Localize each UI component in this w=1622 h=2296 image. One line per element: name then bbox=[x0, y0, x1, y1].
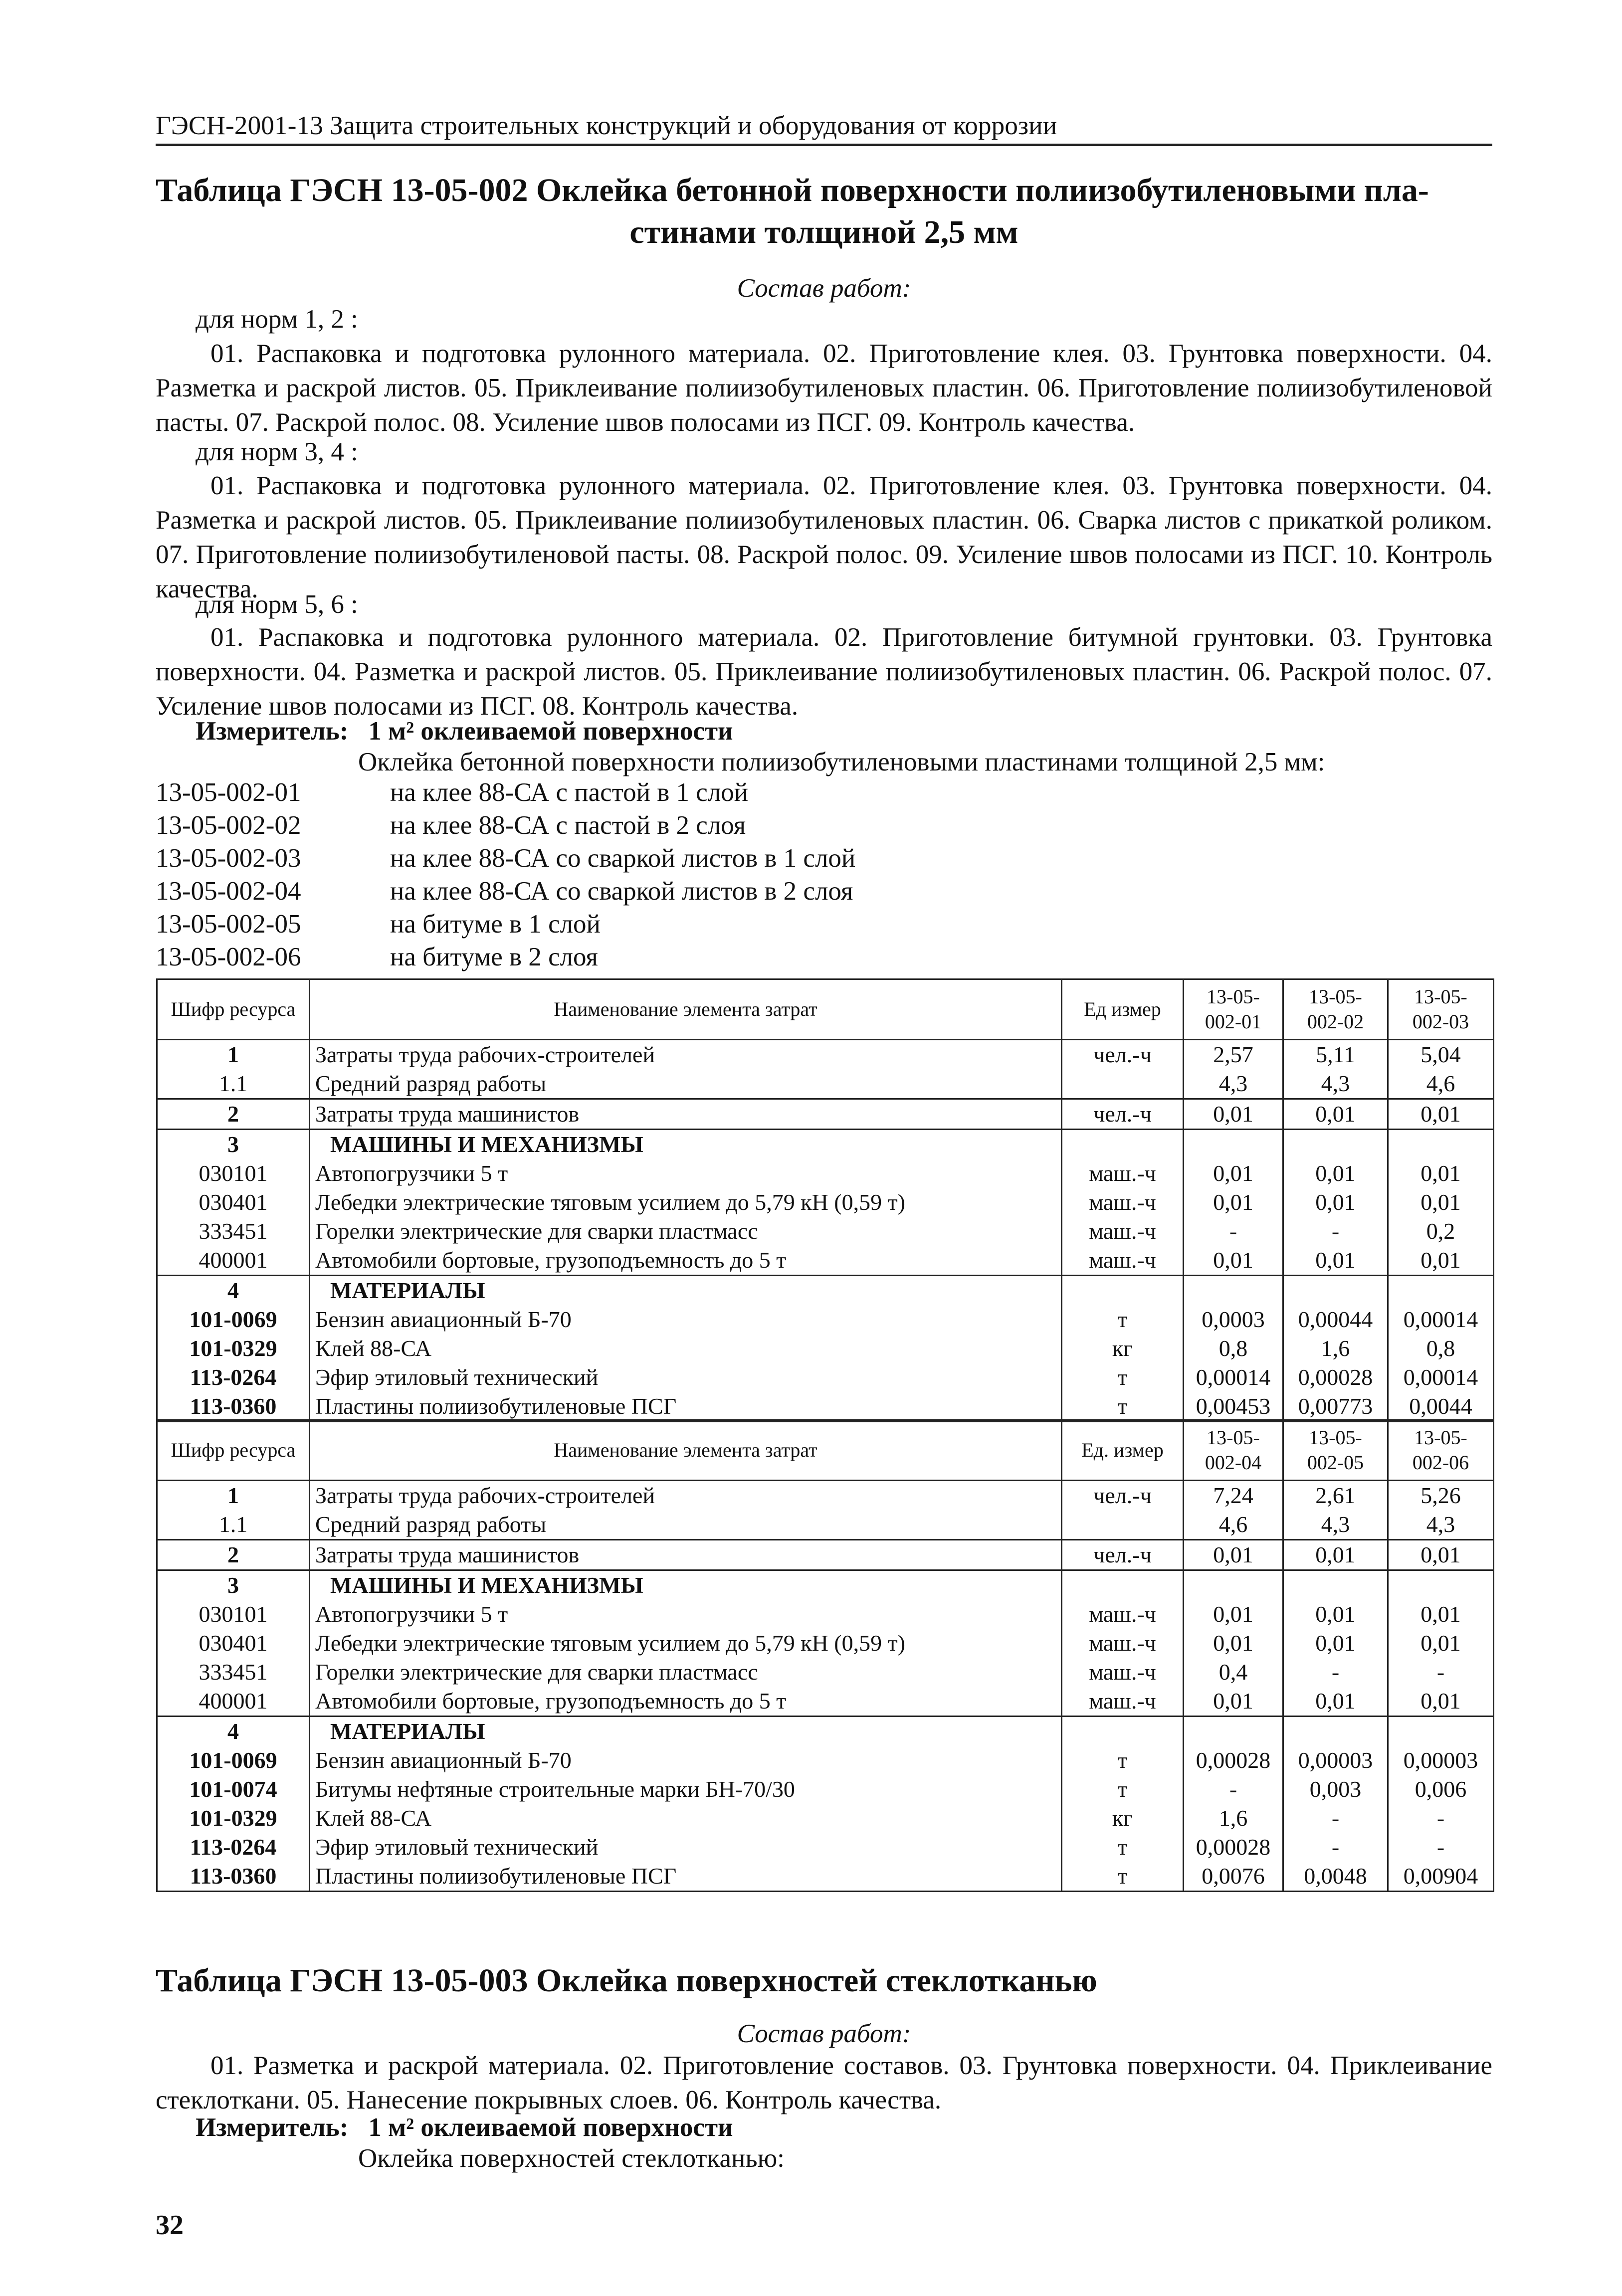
unit-cell: т bbox=[1062, 1833, 1184, 1862]
norms-intro: Оклейка бетонной поверхности полиизобутиленовыми пластинами толщиной 2,5 мм: bbox=[358, 748, 1325, 776]
resource-name-cell: Бензин авиационный Б-70 bbox=[310, 1305, 1062, 1334]
resource-name-cell: Автопогрузчики 5 т bbox=[310, 1600, 1062, 1629]
group-label-3: для норм 5, 6 : bbox=[196, 590, 358, 619]
unit-cell: маш.-ч bbox=[1062, 1600, 1184, 1629]
group-text-3: 01. Распаковка и подготовка рулонного материала. 02. Приготовление битумной грунтовки. 03. Грунтовка поверхности. 04. Разметка и раскрой листов. 05. Приклеивание полиизобутиленовых пластин. 06. Раскрой полос. 07. Усиление швов полосами из ПСГ. 08. Контроль качества. bbox=[156, 623, 1492, 721]
table2-intro: Оклейка поверхностей стеклотканью: bbox=[358, 2144, 785, 2173]
value-cell: 0,0048 bbox=[1283, 1862, 1388, 1892]
resource-name-cell: МАШИНЫ И МЕХАНИЗМЫ bbox=[310, 1130, 1062, 1159]
unit-cell: чел.-ч bbox=[1062, 1540, 1184, 1570]
resource-code-cell: 333451 bbox=[157, 1658, 310, 1687]
resource-name-cell: Пластины полиизобутиленовые ПСГ bbox=[310, 1392, 1062, 1422]
resource-code-cell: 4 bbox=[157, 1276, 310, 1306]
value-cell: 0,00014 bbox=[1388, 1363, 1494, 1392]
resource-code-cell: 113-0360 bbox=[157, 1862, 310, 1892]
value-cell: 0,01 bbox=[1283, 1540, 1388, 1570]
table-row bbox=[157, 1687, 1494, 1717]
unit-cell bbox=[1062, 1069, 1184, 1099]
value-cell bbox=[1388, 1717, 1494, 1746]
title-line-2: стинами толщиной 2,5 мм bbox=[629, 214, 1018, 250]
resource-code-cell: 1.1 bbox=[157, 1510, 310, 1540]
unit-cell bbox=[1062, 1130, 1184, 1159]
value-cell: - bbox=[1388, 1804, 1494, 1833]
value-cell: 0,8 bbox=[1388, 1334, 1494, 1363]
value-cell bbox=[1184, 1130, 1283, 1159]
value-cell: 0,00044 bbox=[1283, 1305, 1388, 1334]
table-row bbox=[157, 1276, 1494, 1306]
table-row bbox=[157, 1363, 1494, 1392]
meter-unit: 1 м² оклеиваемой поверхности bbox=[368, 717, 733, 746]
value-cell: 0,00773 bbox=[1283, 1392, 1388, 1422]
resource-code-cell: 101-0069 bbox=[157, 1305, 310, 1334]
table-row bbox=[157, 1040, 1494, 1070]
value-cell: 0,006 bbox=[1388, 1775, 1494, 1804]
value-cell: 0,4 bbox=[1184, 1658, 1283, 1687]
value-cell: 0,01 bbox=[1184, 1629, 1283, 1658]
table-row bbox=[157, 1217, 1494, 1246]
value-cell: 0,00028 bbox=[1184, 1833, 1283, 1862]
unit-cell: маш.-ч bbox=[1062, 1658, 1184, 1687]
header-norm-4: 13-05- 002-04 bbox=[1184, 1420, 1283, 1481]
value-cell bbox=[1184, 1276, 1283, 1306]
table-row bbox=[157, 1069, 1494, 1099]
norm-row: 13-05-002-05 на битуме в 1 слой bbox=[156, 910, 601, 939]
unit-cell: маш.-ч bbox=[1062, 1217, 1184, 1246]
norm-row: 13-05-002-03 на клее 88-СА со сваркой листов в 1 слой bbox=[156, 844, 856, 873]
norm-row: 13-05-002-01 на клее 88-СА с пастой в 1 слой bbox=[156, 778, 749, 807]
resource-code-cell: 101-0074 bbox=[157, 1775, 310, 1804]
value-cell: 4,6 bbox=[1388, 1069, 1494, 1099]
value-cell bbox=[1184, 1717, 1283, 1746]
unit-cell: т bbox=[1062, 1363, 1184, 1392]
resource-code-cell: 1 bbox=[157, 1481, 310, 1511]
table-row bbox=[157, 1629, 1494, 1658]
value-cell: 0,8 bbox=[1184, 1334, 1283, 1363]
unit-cell: т bbox=[1062, 1392, 1184, 1422]
value-cell: 4,3 bbox=[1184, 1069, 1283, 1099]
value-cell: 0,01 bbox=[1184, 1600, 1283, 1629]
table-row bbox=[157, 1600, 1494, 1629]
value-cell: 0,01 bbox=[1388, 1540, 1494, 1570]
header-code: Шифр ресурса bbox=[157, 1420, 310, 1481]
header-unit: Ед. измер bbox=[1062, 1420, 1184, 1481]
value-cell: 1,6 bbox=[1184, 1804, 1283, 1833]
value-cell: - bbox=[1283, 1217, 1388, 1246]
unit-cell bbox=[1062, 1717, 1184, 1746]
table-row bbox=[157, 1775, 1494, 1804]
header-norm-6: 13-05- 002-06 bbox=[1388, 1420, 1494, 1481]
table-row bbox=[157, 1481, 1494, 1511]
unit-cell: кг bbox=[1062, 1804, 1184, 1833]
resource-code-cell: 333451 bbox=[157, 1217, 310, 1246]
value-cell: 0,01 bbox=[1184, 1246, 1283, 1276]
value-cell: 0,01 bbox=[1184, 1540, 1283, 1570]
resource-name-cell: Эфир этиловый технический bbox=[310, 1833, 1062, 1862]
unit-cell: маш.-ч bbox=[1062, 1188, 1184, 1217]
resource-code-cell: 030401 bbox=[157, 1629, 310, 1658]
value-cell: 0,00453 bbox=[1184, 1392, 1283, 1422]
value-cell bbox=[1283, 1717, 1388, 1746]
header-rule bbox=[156, 144, 1492, 146]
value-cell bbox=[1388, 1570, 1494, 1600]
value-cell bbox=[1184, 1570, 1283, 1600]
header-norm-2: 13-05- 002-02 bbox=[1283, 979, 1388, 1040]
table-header-row bbox=[157, 979, 1494, 1040]
unit-cell: чел.-ч bbox=[1062, 1040, 1184, 1070]
resource-code-cell: 030101 bbox=[157, 1600, 310, 1629]
value-cell: 0,2 bbox=[1388, 1217, 1494, 1246]
unit-cell: маш.-ч bbox=[1062, 1629, 1184, 1658]
resource-code-cell: 400001 bbox=[157, 1246, 310, 1276]
resource-name-cell: МАТЕРИАЛЫ bbox=[310, 1717, 1062, 1746]
table-title-13-05-002 bbox=[156, 170, 1492, 253]
value-cell: 0,01 bbox=[1388, 1629, 1494, 1658]
running-header: ГЭСН-2001-13 Защита строительных конструкций и оборудования от коррозии bbox=[156, 111, 1057, 140]
resource-code-cell: 101-0329 bbox=[157, 1334, 310, 1363]
value-cell: 2,57 bbox=[1184, 1040, 1283, 1070]
table-row bbox=[157, 1862, 1494, 1892]
value-cell: 0,01 bbox=[1184, 1687, 1283, 1717]
meter-line bbox=[196, 716, 733, 746]
group-text-2: 01. Распаковка и подготовка рулонного материала. 02. Приготовление клея. 03. Грунтовка поверхности. 04. Разметка и раскрой листов. 05. Приклеивание полиизобутиленовых пластин. 06. Сварка листов с прикаткой роликом. 07. Приготовление полиизобутиленовой пасты. 08. Раскрой полос. 09. Усиление швов полосами из ПСГ. 10. Контроль качества. bbox=[156, 471, 1492, 603]
unit-cell: кг bbox=[1062, 1334, 1184, 1363]
value-cell: 0,01 bbox=[1388, 1099, 1494, 1130]
resource-code-cell: 030401 bbox=[157, 1188, 310, 1217]
table-row bbox=[157, 1717, 1494, 1746]
table-row bbox=[157, 1159, 1494, 1188]
resource-code-cell: 4 bbox=[157, 1717, 310, 1746]
value-cell: 0,01 bbox=[1184, 1159, 1283, 1188]
resource-name-cell: Эфир этиловый технический bbox=[310, 1363, 1062, 1392]
resource-name-cell: Затраты труда рабочих-строителей bbox=[310, 1481, 1062, 1511]
resource-name-cell: Автопогрузчики 5 т bbox=[310, 1159, 1062, 1188]
value-cell: 0,01 bbox=[1388, 1687, 1494, 1717]
resource-name-cell: МАШИНЫ И МЕХАНИЗМЫ bbox=[310, 1570, 1062, 1600]
unit-cell bbox=[1062, 1510, 1184, 1540]
value-cell: 4,3 bbox=[1388, 1510, 1494, 1540]
unit-cell: чел.-ч bbox=[1062, 1481, 1184, 1511]
resource-code-cell: 101-0329 bbox=[157, 1804, 310, 1833]
table-row bbox=[157, 1540, 1494, 1570]
value-cell: 4,6 bbox=[1184, 1510, 1283, 1540]
group-label-1: для норм 1, 2 : bbox=[196, 305, 358, 334]
composition-text-2: 01. Разметка и раскрой материала. 02. Приготовление составов. 03. Грунтовка поверхности. 04. Приклеивание стеклоткани. 05. Нанесение покрывных слоев. 06. Контроль качества. bbox=[156, 2051, 1492, 2114]
table-row bbox=[157, 1188, 1494, 1217]
unit-cell: т bbox=[1062, 1862, 1184, 1892]
value-cell: 0,01 bbox=[1184, 1099, 1283, 1130]
meter-label: Измеритель: bbox=[196, 717, 349, 746]
resource-code-cell: 101-0069 bbox=[157, 1746, 310, 1775]
value-cell: - bbox=[1184, 1775, 1283, 1804]
unit-cell bbox=[1062, 1570, 1184, 1600]
meter-unit-2: 1 м² оклеиваемой поверхности bbox=[368, 2113, 733, 2142]
value-cell: 2,61 bbox=[1283, 1481, 1388, 1511]
resource-name-cell: Клей 88-СА bbox=[310, 1334, 1062, 1363]
value-cell: - bbox=[1283, 1804, 1388, 1833]
resource-table-b bbox=[156, 1419, 1494, 1892]
resource-code-cell: 113-0264 bbox=[157, 1363, 310, 1392]
value-cell bbox=[1388, 1130, 1494, 1159]
value-cell: 0,00014 bbox=[1184, 1363, 1283, 1392]
resource-code-cell: 2 bbox=[157, 1540, 310, 1570]
table-header-row bbox=[157, 1420, 1494, 1481]
value-cell: 0,01 bbox=[1283, 1159, 1388, 1188]
resource-code-cell: 113-0360 bbox=[157, 1392, 310, 1422]
norms-list bbox=[156, 776, 855, 973]
resource-name-cell: Лебедки электрические тяговым усилием до 5,79 кН (0,59 т) bbox=[310, 1188, 1062, 1217]
table-row bbox=[157, 1746, 1494, 1775]
header-norm-5: 13-05- 002-05 bbox=[1283, 1420, 1388, 1481]
header-name: Наименование элемента затрат bbox=[310, 1420, 1062, 1481]
resource-code-cell: 3 bbox=[157, 1570, 310, 1600]
resource-name-cell: Автомобили бортовые, грузоподъемность до 5 т bbox=[310, 1246, 1062, 1276]
unit-cell: чел.-ч bbox=[1062, 1099, 1184, 1130]
value-cell: 0,00003 bbox=[1283, 1746, 1388, 1775]
value-cell: 4,3 bbox=[1283, 1069, 1388, 1099]
resource-code-cell: 2 bbox=[157, 1099, 310, 1130]
value-cell: - bbox=[1184, 1217, 1283, 1246]
composition-heading-2: Состав работ: bbox=[737, 2019, 911, 2048]
unit-cell: т bbox=[1062, 1305, 1184, 1334]
header-norm-1: 13-05- 002-01 bbox=[1184, 979, 1283, 1040]
table-title-13-05-003: Таблица ГЭСН 13-05-003 Оклейка поверхностей стеклотканью bbox=[156, 1962, 1097, 1999]
resource-name-cell: Горелки электрические для сварки пластмасс bbox=[310, 1217, 1062, 1246]
value-cell: 0,01 bbox=[1388, 1246, 1494, 1276]
resource-name-cell: Средний разряд работы bbox=[310, 1510, 1062, 1540]
resource-name-cell: Средний разряд работы bbox=[310, 1069, 1062, 1099]
value-cell: 0,00904 bbox=[1388, 1862, 1494, 1892]
value-cell: - bbox=[1283, 1833, 1388, 1862]
composition-heading: Состав работ: bbox=[737, 274, 911, 303]
value-cell: 0,0003 bbox=[1184, 1305, 1283, 1334]
table-row bbox=[157, 1392, 1494, 1422]
value-cell: 5,11 bbox=[1283, 1040, 1388, 1070]
table-row bbox=[157, 1305, 1494, 1334]
value-cell: 0,01 bbox=[1283, 1629, 1388, 1658]
table-row bbox=[157, 1510, 1494, 1540]
table-row bbox=[157, 1658, 1494, 1687]
table-row bbox=[157, 1246, 1494, 1276]
resource-name-cell: МАТЕРИАЛЫ bbox=[310, 1276, 1062, 1306]
header-code: Шифр ресурса bbox=[157, 979, 310, 1040]
value-cell: 0,0044 bbox=[1388, 1392, 1494, 1422]
value-cell: 0,01 bbox=[1283, 1099, 1388, 1130]
resource-name-cell: Лебедки электрические тяговым усилием до 5,79 кН (0,59 т) bbox=[310, 1629, 1062, 1658]
value-cell: 0,00028 bbox=[1184, 1746, 1283, 1775]
value-cell bbox=[1283, 1570, 1388, 1600]
resource-name-cell: Бензин авиационный Б-70 bbox=[310, 1746, 1062, 1775]
header-name: Наименование элемента затрат bbox=[310, 979, 1062, 1040]
header-unit: Ед измер bbox=[1062, 979, 1184, 1040]
value-cell: - bbox=[1388, 1833, 1494, 1862]
value-cell: 0,01 bbox=[1184, 1188, 1283, 1217]
norm-row: 13-05-002-04 на клее 88-СА со сваркой листов в 2 слоя bbox=[156, 877, 853, 906]
value-cell: - bbox=[1283, 1658, 1388, 1687]
value-cell: 0,01 bbox=[1283, 1188, 1388, 1217]
resource-code-cell: 030101 bbox=[157, 1159, 310, 1188]
resource-name-cell: Затраты труда машинистов bbox=[310, 1099, 1062, 1130]
unit-cell: маш.-ч bbox=[1062, 1246, 1184, 1276]
table-row bbox=[157, 1804, 1494, 1833]
resource-name-cell: Затраты труда машинистов bbox=[310, 1540, 1062, 1570]
resource-name-cell: Битумы нефтяные строительные марки БН-70/30 bbox=[310, 1775, 1062, 1804]
unit-cell: маш.-ч bbox=[1062, 1159, 1184, 1188]
unit-cell: т bbox=[1062, 1746, 1184, 1775]
value-cell bbox=[1283, 1276, 1388, 1306]
value-cell: 0,01 bbox=[1388, 1159, 1494, 1188]
value-cell: 0,0076 bbox=[1184, 1862, 1283, 1892]
value-cell bbox=[1283, 1130, 1388, 1159]
value-cell: 0,00003 bbox=[1388, 1746, 1494, 1775]
resource-name-cell: Затраты труда рабочих-строителей bbox=[310, 1040, 1062, 1070]
table-row bbox=[157, 1099, 1494, 1130]
value-cell: 0,01 bbox=[1283, 1600, 1388, 1629]
value-cell: 4,3 bbox=[1283, 1510, 1388, 1540]
value-cell bbox=[1388, 1276, 1494, 1306]
group-text-1: 01. Распаковка и подготовка рулонного материала. 02. Приготовление клея. 03. Грунтовка поверхности. 04. Разметка и раскрой листов. 05. Приклеивание полиизобутиленовых пластин. 06. Приготовление полиизобутиленовой пасты. 07. Раскрой полос. 08. Усиление швов полосами из ПСГ. 09. Контроль качества. bbox=[156, 339, 1492, 437]
unit-cell: т bbox=[1062, 1775, 1184, 1804]
value-cell: 5,04 bbox=[1388, 1040, 1494, 1070]
resource-table-a bbox=[156, 978, 1494, 1422]
resource-code-cell: 1.1 bbox=[157, 1069, 310, 1099]
title-line-1: Таблица ГЭСН 13-05-002 Оклейка бетонной поверхности полиизобутиленовыми пла- bbox=[156, 172, 1429, 208]
resource-code-cell: 113-0264 bbox=[157, 1833, 310, 1862]
resource-name-cell: Автомобили бортовые, грузоподъемность до 5 т bbox=[310, 1687, 1062, 1717]
value-cell: 0,003 bbox=[1283, 1775, 1388, 1804]
group-label-2: для норм 3, 4 : bbox=[196, 437, 358, 466]
norm-row: 13-05-002-02 на клее 88-СА с пастой в 2 слоя bbox=[156, 811, 746, 840]
resource-code-cell: 3 bbox=[157, 1130, 310, 1159]
value-cell: 0,01 bbox=[1388, 1188, 1494, 1217]
table-row bbox=[157, 1570, 1494, 1600]
meter-label-2: Измеритель: bbox=[196, 2113, 349, 2142]
resource-code-cell: 1 bbox=[157, 1040, 310, 1070]
meter-line-2 bbox=[196, 2112, 733, 2142]
resource-name-cell: Клей 88-СА bbox=[310, 1804, 1062, 1833]
value-cell: 1,6 bbox=[1283, 1334, 1388, 1363]
table-row bbox=[157, 1833, 1494, 1862]
value-cell: - bbox=[1388, 1658, 1494, 1687]
value-cell: 0,01 bbox=[1283, 1687, 1388, 1717]
header-norm-3: 13-05- 002-03 bbox=[1388, 979, 1494, 1040]
resource-code-cell: 400001 bbox=[157, 1687, 310, 1717]
table-row bbox=[157, 1334, 1494, 1363]
norm-row: 13-05-002-06 на битуме в 2 слоя bbox=[156, 943, 598, 971]
resource-name-cell: Пластины полиизобутиленовые ПСГ bbox=[310, 1862, 1062, 1892]
value-cell: 0,00028 bbox=[1283, 1363, 1388, 1392]
value-cell: 0,01 bbox=[1388, 1600, 1494, 1629]
value-cell: 7,24 bbox=[1184, 1481, 1283, 1511]
resource-name-cell: Горелки электрические для сварки пластмасс bbox=[310, 1658, 1062, 1687]
value-cell: 0,01 bbox=[1283, 1246, 1388, 1276]
value-cell: 0,00014 bbox=[1388, 1305, 1494, 1334]
unit-cell: маш.-ч bbox=[1062, 1687, 1184, 1717]
value-cell: 5,26 bbox=[1388, 1481, 1494, 1511]
page-number: 32 bbox=[156, 2210, 184, 2241]
unit-cell bbox=[1062, 1276, 1184, 1306]
table-row bbox=[157, 1130, 1494, 1159]
